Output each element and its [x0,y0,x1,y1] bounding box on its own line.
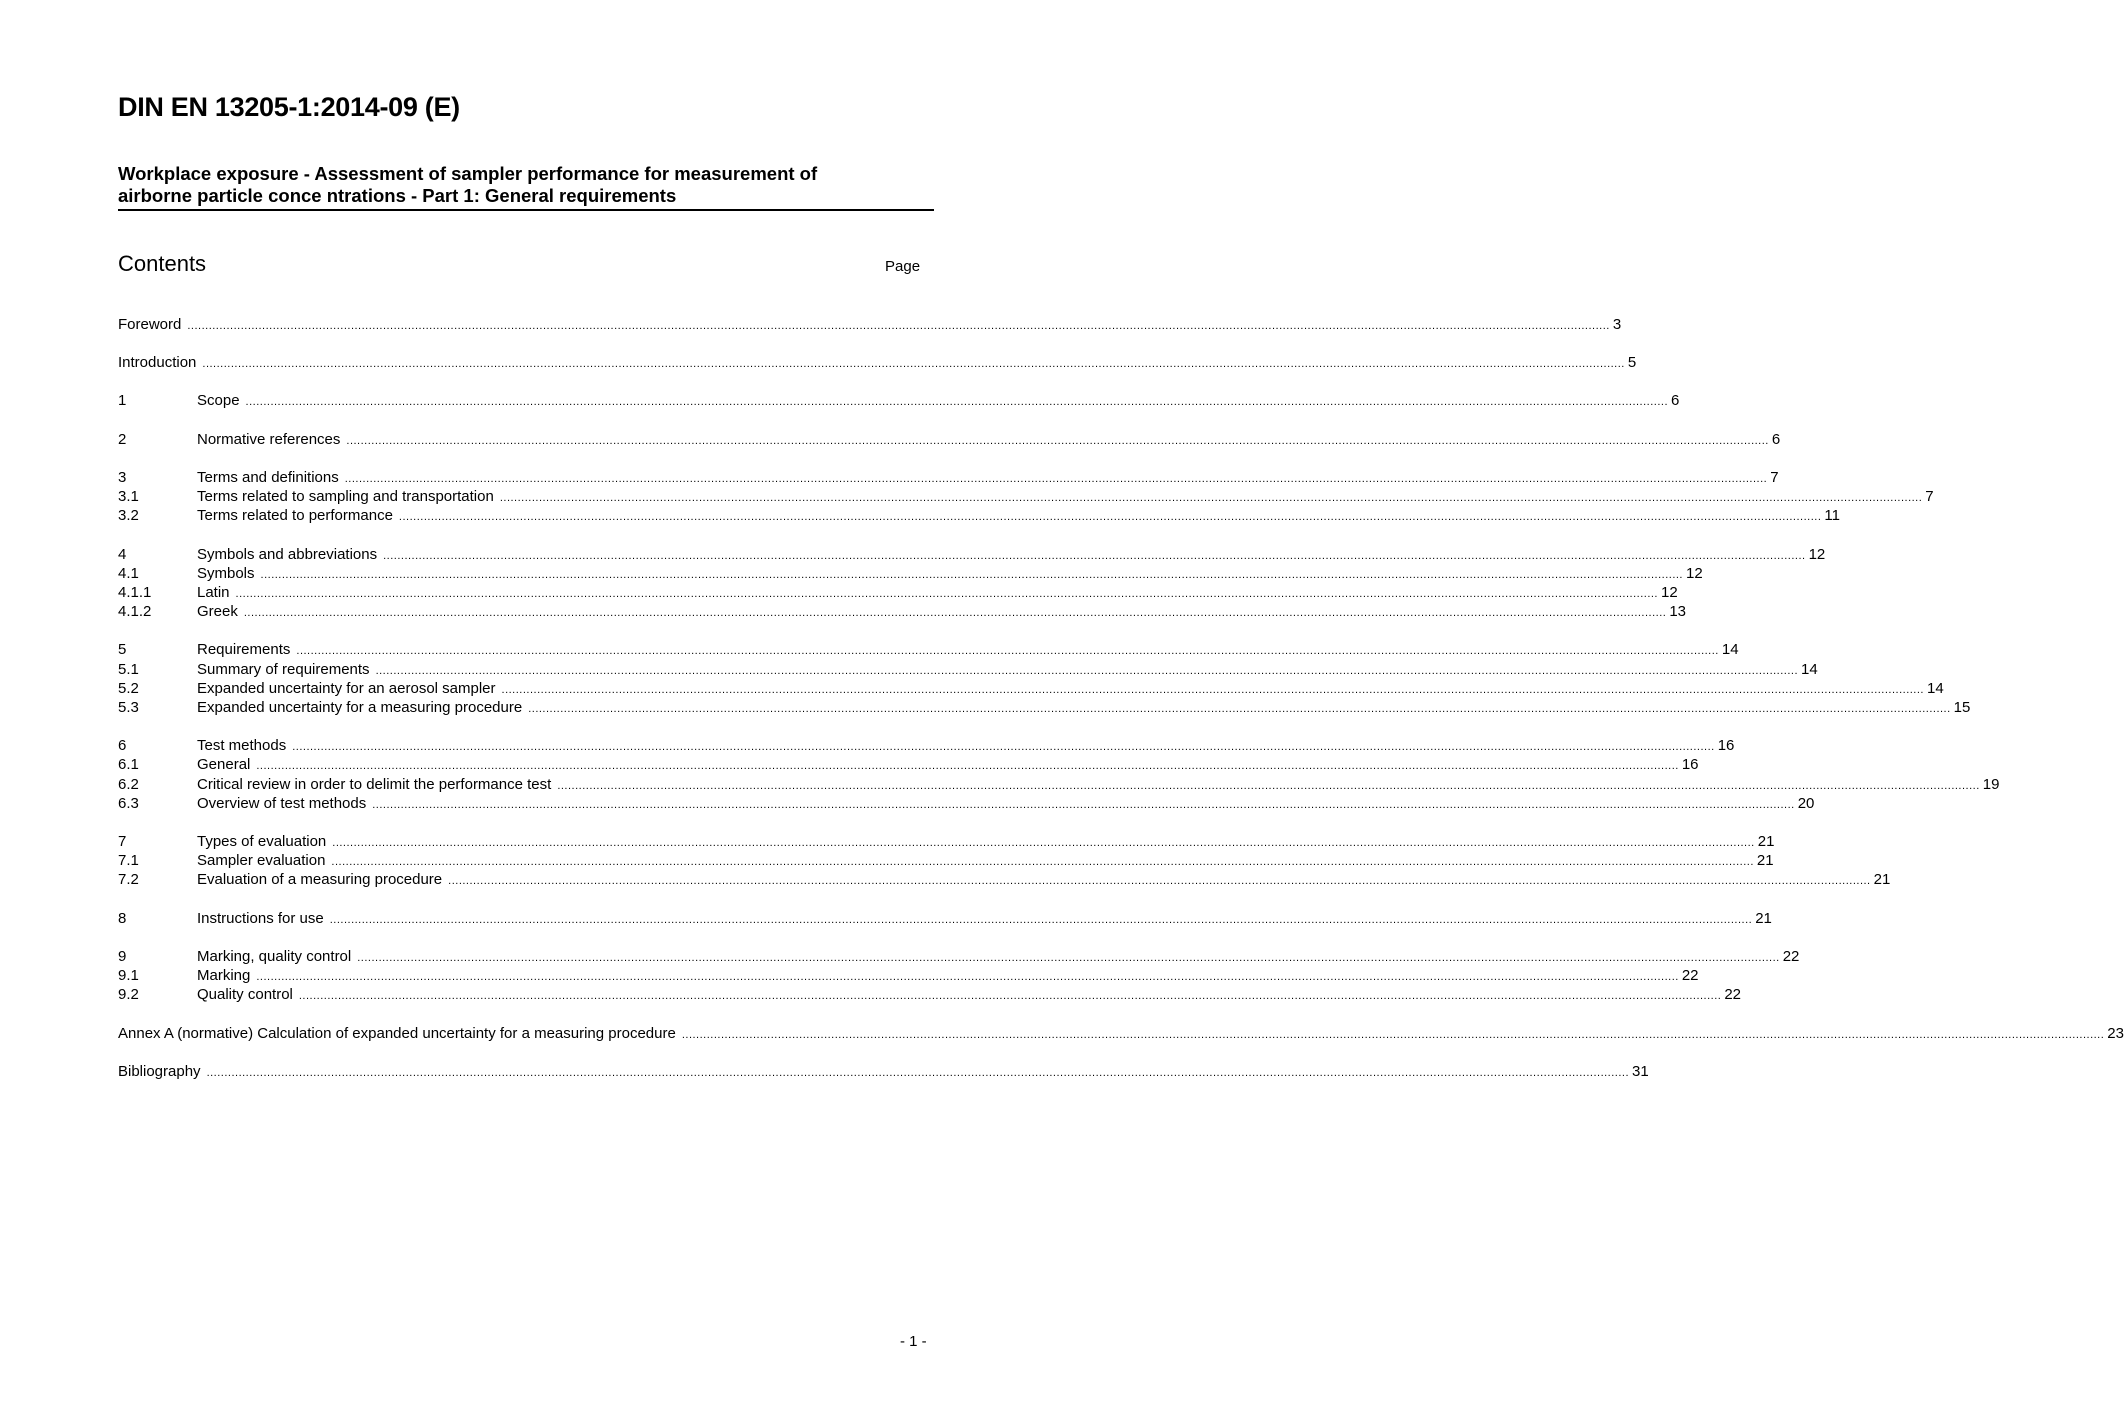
toc-page-number: 6 [1671,392,1680,409]
toc-entry[interactable] [118,507,1840,526]
toc-page-number: 23 [2107,1025,2124,1042]
toc-leader-dots: ................................................................................................................................................................................................................................................................................................................................................................................................................ [296,645,1719,657]
toc-section-number: 6.3 [118,795,139,812]
toc-section-number: 1 [118,392,127,409]
toc-leader-dots: ................................................................................................................................................................................................................................................................................................................................................................................................................ [557,780,1980,792]
toc-entry[interactable] [118,795,1815,814]
toc-title: General [197,756,251,773]
toc-entry[interactable] [118,584,1678,603]
toc-page-number: 21 [1757,833,1775,850]
toc-entry[interactable] [118,699,1971,718]
toc-title: Summary of requirements [197,661,370,678]
toc-title: Requirements [197,641,291,658]
toc-leader-dots: ................................................................................................................................................................................................................................................................................................................................................................................................................ [372,799,1795,811]
toc-page-number: 11 [1824,507,1840,524]
toc-leader-dots: ................................................................................................................................................................................................................................................................................................................................................................................................................ [332,837,1755,849]
toc-section-number: 5.1 [118,661,139,678]
page-column-label: Page [885,258,921,275]
toc-entry[interactable] [118,641,1739,660]
title-line-2: airborne particle conce ntrations - Part 1: General requirements [118,185,677,206]
toc-entry[interactable] [118,392,1680,411]
toc-page-number: 21 [1756,852,1774,869]
toc-page-number: 14 [1801,661,1818,678]
toc-entry[interactable] [118,1025,2124,1044]
toc-title: Latin [197,584,230,601]
toc-section-number: 7.2 [118,871,139,888]
toc-section-number: 7.1 [118,852,139,869]
toc-title: Evaluation of a measuring procedure [197,871,443,888]
toc-section-number: 5.2 [118,680,139,697]
toc-entry[interactable] [118,603,1687,622]
toc-entry[interactable] [118,833,1775,852]
toc-entry[interactable] [118,737,1735,756]
toc-leader-dots: ................................................................................................................................................................................................................................................................................................................................................................................................................ [206,1067,1630,1079]
toc-title: Terms and definitions [197,469,339,486]
toc-section-number: 4.1.1 [118,584,152,601]
toc-section-number: 8 [118,910,127,927]
toc-section-number: 9 [118,948,127,965]
toc-page-number: 22 [1782,948,1800,965]
toc-section-number: 4.1.2 [118,603,152,620]
toc-title: Marking [197,967,251,984]
toc-title: Normative references [197,431,341,448]
toc-page-number: 7 [1770,469,1779,486]
toc-entry[interactable] [118,565,1703,584]
toc-entry[interactable] [118,316,1622,335]
toc-page-number: 13 [1669,603,1687,620]
toc-title: Marking, quality control [197,948,352,965]
toc-page-number: 3 [1612,316,1622,333]
toc-page-number: 15 [1953,699,1971,716]
toc-leader-dots: ................................................................................................................................................................................................................................................................................................................................................................................................................ [375,665,1799,677]
toc-entry[interactable] [118,354,1637,373]
toc-leader-dots: ................................................................................................................................................................................................................................................................................................................................................................................................................ [331,856,1754,868]
toc-leader-dots: ................................................................................................................................................................................................................................................................................................................................................................................................................ [344,473,1768,485]
toc-section-number: 7 [118,833,127,850]
toc-section-number: 6.1 [118,756,139,773]
toc-leader-dots: ................................................................................................................................................................................................................................................................................................................................................................................................................ [346,435,1769,447]
toc-title: Terms related to performance [197,507,393,524]
toc-title: Terms related to sampling and transportation [197,488,494,505]
toc-page-number: 14 [1721,641,1739,658]
toc-leader-dots: ................................................................................................................................................................................................................................................................................................................................................................................................................ [681,1029,2105,1041]
toc-title: Types of evaluation [197,833,327,850]
toc-page-number: 7 [1925,488,1934,505]
toc-page-number: 16 [1717,737,1735,754]
toc-entry[interactable] [118,661,1818,680]
toc-title: Test methods [197,737,287,754]
toc-leader-dots: ................................................................................................................................................................................................................................................................................................................................................................................................................ [383,550,1806,562]
toc-title: Introduction [118,354,197,371]
toc-title: Greek [197,603,238,620]
toc-leader-dots: ................................................................................................................................................................................................................................................................................................................................................................................................................ [398,511,1822,523]
toc-page-number: 22 [1724,986,1742,1003]
toc-leader-dots: ................................................................................................................................................................................................................................................................................................................................................................................................................ [245,396,1669,408]
toc-title: Sampler evaluation [197,852,326,869]
toc-page-number: 5 [1627,354,1637,371]
toc-section-number: 4.1 [118,565,139,582]
toc-title: Instructions for use [197,910,324,927]
toc-entry[interactable] [118,469,1779,488]
toc-page-number: 6 [1771,431,1781,448]
toc-page-number: 12 [1808,546,1826,563]
toc-page-number: 21 [1755,910,1772,927]
toc-entry[interactable] [118,871,1891,890]
toc-leader-dots: ................................................................................................................................................................................................................................................................................................................................................................................................................ [528,703,1951,715]
toc-title: Quality control [197,986,293,1003]
toc-page-number: 21 [1873,871,1891,888]
toc-page-number: 14 [1926,680,1944,697]
toc-page-number: 12 [1661,584,1678,601]
toc-section-number: 9.1 [118,967,139,984]
toc-leader-dots: ................................................................................................................................................................................................................................................................................................................................................................................................................ [187,320,1610,332]
toc-title: Symbols and abbreviations [197,546,378,563]
toc-title: Critical review in order to delimit the performance test [197,776,552,793]
toc-entry[interactable] [118,431,1781,450]
toc-entry[interactable] [118,986,1742,1005]
toc-section-number: 3.1 [118,488,139,505]
toc-entry[interactable] [118,756,1699,775]
toc-section-number: 6.2 [118,776,139,793]
toc-section-number: 5.3 [118,699,139,716]
toc-entry[interactable] [118,776,2000,795]
toc-leader-dots: ................................................................................................................................................................................................................................................................................................................................................................................................................ [202,358,1625,370]
toc-leader-dots: ................................................................................................................................................................................................................................................................................................................................................................................................................ [243,607,1667,619]
document-id: DIN EN 13205-1:2014-09 (E) [118,92,460,122]
toc-entry[interactable] [118,546,1826,565]
toc-entry[interactable] [118,948,1800,967]
toc-title: Expanded uncertainty for a measuring procedure [197,699,523,716]
toc-leader-dots: ................................................................................................................................................................................................................................................................................................................................................................................................................ [501,684,1924,696]
toc-leader-dots: ................................................................................................................................................................................................................................................................................................................................................................................................................ [357,952,1780,964]
title-line-1: Workplace exposure - Assessment of sampler performance for measurement of [118,163,818,184]
toc-leader-dots: ................................................................................................................................................................................................................................................................................................................................................................................................................ [298,990,1722,1002]
toc-entry[interactable] [118,1063,1649,1082]
toc-leader-dots: ................................................................................................................................................................................................................................................................................................................................................................................................................ [329,914,1753,926]
toc-page-number: 22 [1681,967,1699,984]
toc-section-number: 4 [118,546,127,563]
toc-section-number: 2 [118,431,127,448]
toc-entry[interactable] [118,852,1774,871]
toc-page-number: 31 [1632,1063,1649,1080]
toc-leader-dots: ................................................................................................................................................................................................................................................................................................................................................................................................................ [260,569,1683,581]
toc-leader-dots: ................................................................................................................................................................................................................................................................................................................................................................................................................ [235,588,1658,600]
toc-section-number: 3.2 [118,507,139,524]
toc-entry[interactable] [118,967,1699,986]
toc-entry[interactable] [118,680,1944,699]
toc-title: Bibliography [118,1063,201,1080]
toc-title: Foreword [118,316,182,333]
toc-section-number: 3 [118,469,127,486]
toc-leader-dots: ................................................................................................................................................................................................................................................................................................................................................................................................................ [256,971,1679,983]
contents-heading: Contents [118,251,207,276]
toc-section-number: 6 [118,737,127,754]
toc-leader-dots: ................................................................................................................................................................................................................................................................................................................................................................................................................ [256,760,1679,772]
toc-page-number: 20 [1797,795,1815,812]
toc-leader-dots: ................................................................................................................................................................................................................................................................................................................................................................................................................ [292,741,1715,753]
toc-leader-dots: ................................................................................................................................................................................................................................................................................................................................................................................................................ [499,492,1923,504]
toc-entry[interactable] [118,910,1772,929]
document-title [118,163,934,211]
toc-title: Symbols [197,565,255,582]
toc-entry[interactable] [118,488,1934,507]
toc-section-number: 9.2 [118,986,139,1003]
toc-page-number: 12 [1686,565,1703,582]
toc-page-number: 16 [1681,756,1699,773]
toc-title: Overview of test methods [197,795,367,812]
toc-title: Expanded uncertainty for an aerosol sampler [197,680,496,697]
toc-title: Scope [197,392,240,409]
toc-section-number: 5 [118,641,127,658]
footer-page-number: - 1 - [900,1333,927,1350]
toc-leader-dots: ................................................................................................................................................................................................................................................................................................................................................................................................................ [448,875,1871,887]
toc-page-number: 19 [1982,776,2000,793]
toc-title: Annex A (normative) Calculation of expanded uncertainty for a measuring procedure [118,1025,676,1042]
